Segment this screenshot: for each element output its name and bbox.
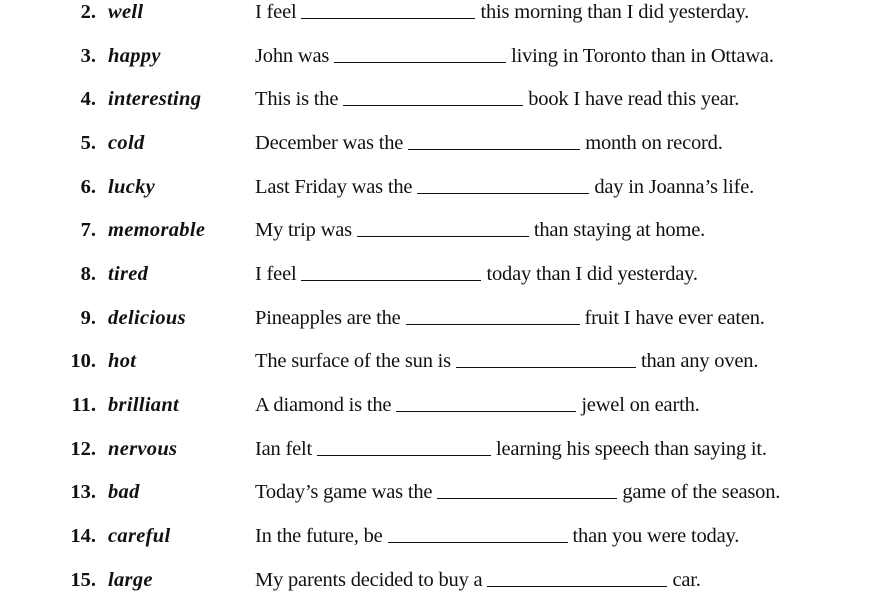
adjective-prompt: careful [108, 525, 171, 547]
adjective-prompt: interesting [108, 88, 202, 110]
exercise-number: 8. [80, 263, 96, 285]
exercise-row [0, 259, 893, 289]
sentence-before: This is the [255, 88, 339, 110]
adjective-prompt: cold [108, 132, 145, 154]
answer-blank[interactable] [437, 482, 617, 499]
sentence-before: A diamond is the [255, 394, 392, 416]
exercise-number: 4. [80, 88, 96, 110]
answer-blank[interactable] [408, 133, 580, 150]
sentence-after: book I have read this year. [528, 88, 740, 110]
exercise-row [0, 521, 893, 551]
adjective-prompt: large [108, 569, 153, 591]
exercise-number: 6. [80, 176, 96, 198]
adjective-prompt: well [108, 1, 144, 23]
sentence-after: day in Joanna’s life. [594, 176, 755, 198]
answer-blank[interactable] [343, 89, 523, 106]
sentence-after: than any oven. [640, 350, 759, 372]
sentence [255, 390, 700, 420]
exercise-number: 3. [80, 45, 96, 67]
answer-blank[interactable] [406, 308, 580, 325]
exercise-number: 15. [70, 569, 96, 591]
sentence-before: My trip was [255, 219, 352, 241]
exercise-number: 10. [70, 350, 96, 372]
answer-blank[interactable] [388, 526, 568, 543]
sentence-after: fruit I have ever eaten. [584, 307, 765, 329]
exercise-row [0, 565, 893, 595]
exercise-number: 12. [70, 438, 96, 460]
exercise-number: 11. [71, 394, 96, 416]
answer-blank[interactable] [396, 395, 576, 412]
adjective-prompt: lucky [108, 176, 156, 198]
sentence-after: month on record. [585, 132, 723, 154]
sentence-before: Last Friday was the [255, 176, 413, 198]
sentence-after: car. [672, 569, 701, 591]
answer-blank[interactable] [487, 570, 667, 587]
sentence-before: I feel [255, 263, 297, 285]
sentence-after: living in Toronto than in Ottawa. [511, 45, 774, 67]
exercise-row [0, 0, 893, 27]
sentence-before: The surface of the sun is [255, 350, 451, 372]
answer-blank[interactable] [417, 177, 589, 194]
sentence [255, 477, 780, 507]
sentence-after: today than I did yesterday. [486, 263, 698, 285]
exercise-number: 5. [80, 132, 96, 154]
adjective-prompt: memorable [108, 219, 206, 241]
sentence-after: than you were today. [572, 525, 740, 547]
sentence [255, 303, 765, 333]
adjective-prompt: happy [108, 45, 161, 67]
sentence-after: than staying at home. [533, 219, 706, 241]
sentence-before: In the future, be [255, 525, 383, 547]
sentence [255, 434, 767, 464]
exercise-number: 2. [80, 1, 96, 23]
sentence-after: game of the season. [622, 481, 781, 503]
sentence [255, 215, 705, 245]
sentence-after: learning his speech than saying it. [496, 438, 767, 460]
sentence [255, 521, 739, 551]
exercise-row [0, 215, 893, 245]
sentence [255, 565, 701, 595]
exercise-number: 9. [80, 307, 96, 329]
exercise-row [0, 434, 893, 464]
exercise-row [0, 172, 893, 202]
sentence-before: I feel [255, 1, 297, 23]
adjective-prompt: delicious [108, 307, 186, 329]
exercise-row [0, 84, 893, 114]
sentence [255, 172, 754, 202]
exercise-number: 13. [70, 481, 96, 503]
adjective-prompt: bad [108, 481, 140, 503]
adjective-prompt: nervous [108, 438, 178, 460]
adjective-prompt: hot [108, 350, 137, 372]
sentence-before: My parents decided to buy a [255, 569, 483, 591]
sentence-before: December was the [255, 132, 404, 154]
adjective-prompt: brilliant [108, 394, 180, 416]
exercise-row [0, 390, 893, 420]
sentence-before: Ian felt [255, 438, 313, 460]
adjective-prompt: tired [108, 263, 149, 285]
sentence [255, 84, 739, 114]
sentence [255, 128, 723, 158]
sentence-after: jewel on earth. [581, 394, 700, 416]
sentence-before: Pineapples are the [255, 307, 401, 329]
answer-blank[interactable] [357, 220, 529, 237]
answer-blank[interactable] [301, 2, 475, 19]
answer-blank[interactable] [334, 46, 506, 63]
answer-blank[interactable] [301, 264, 481, 281]
exercise-row [0, 128, 893, 158]
sentence-before: John was [255, 45, 330, 67]
exercise-row [0, 477, 893, 507]
exercise-row [0, 346, 893, 376]
exercise-number: 7. [80, 219, 96, 241]
sentence [255, 346, 758, 376]
sentence [255, 0, 749, 27]
exercise-number: 14. [70, 525, 96, 547]
sentence-before: Today’s game was the [255, 481, 433, 503]
sentence [255, 41, 774, 71]
exercise-row [0, 303, 893, 333]
answer-blank[interactable] [456, 351, 636, 368]
exercise-row [0, 41, 893, 71]
sentence-after: this morning than I did yesterday. [480, 1, 750, 23]
answer-blank[interactable] [317, 439, 491, 456]
sentence [255, 259, 698, 289]
